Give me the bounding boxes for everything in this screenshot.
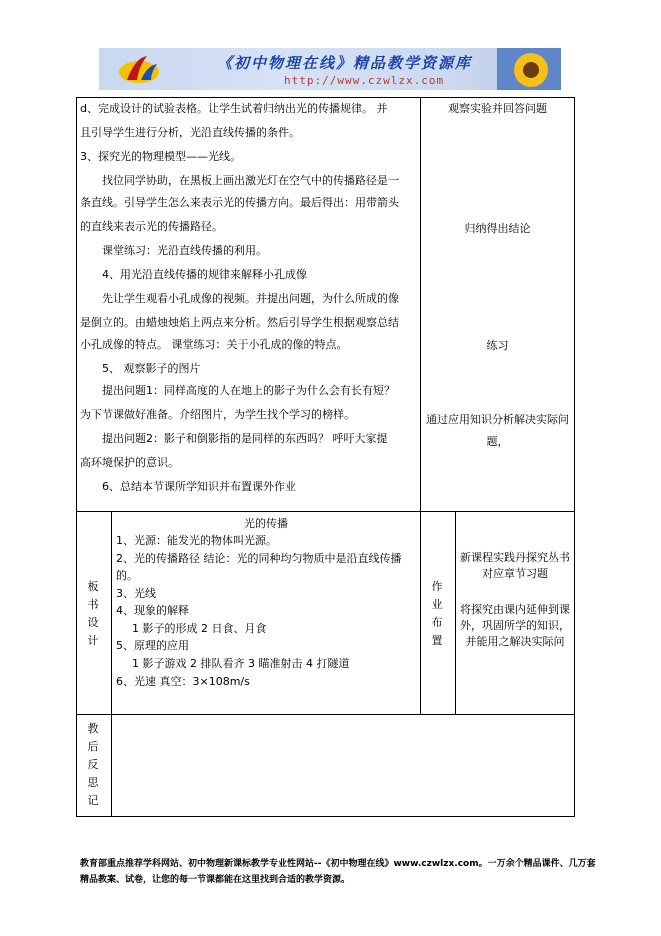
process-line: 提出问题2：影子和倒影指的是同样的东西吗？ 呼吁大家提 (102, 432, 388, 445)
process-line: 高环境保护的意识。 (80, 456, 179, 469)
footer-text: 教育部重点推荐学科网站、初中物理新课标教学专业性网站--《初中物理在线》www.czwlzx.com。一万余个精品课件、几万套精品教案、试卷，让您的每一节课都能在这里找到合适的教学资源。 (80, 859, 596, 885)
process-line: 4、用光沿直线传播的规律来解释小孔成像 (102, 268, 307, 281)
process-line: 条直线。引导学生怎么来表示光的传播方向。最后得出：用带箭头 (80, 196, 399, 209)
reflection-content-cell[interactable] (111, 714, 575, 817)
homework-label: 作业布置 (431, 580, 443, 647)
process-line: d、完成设计的试验表格。让学生试着归纳出光的传播规律。 并 (80, 102, 388, 115)
banner-url[interactable]: http://www.czwlzx.com (284, 74, 445, 87)
board-line: 2、光的传播路径 结论：光的同种均匀物质中是沿直线传播 (116, 552, 402, 565)
process-line: 先让学生观看小孔成像的视频。并提出问题，为什么所成的像 (102, 292, 399, 305)
board-design-label: 板书设计 (87, 580, 99, 647)
process-line: 6、总结本节课所学知识并布置课外作业 (102, 480, 296, 493)
activity-text: 归纳得出结论 (464, 222, 531, 235)
board-line: 1、光源：能发光的物体叫光源。 (116, 534, 277, 547)
board-line: 3、光线 (116, 587, 156, 600)
board-title: 光的传播 (244, 517, 288, 530)
board-line: 1 影子游戏 2 排队看齐 3 瞄准射击 4 打隧道 (132, 657, 350, 670)
reflection-label: 教后反思记 (87, 722, 99, 807)
process-line: 小孔成像的特点。 课堂练习：关于小孔成的像的特点。 (80, 338, 348, 351)
activity-text: 观察实验并回答问题 (448, 102, 547, 115)
board-line: 5、原理的应用 (116, 639, 189, 652)
activity-text: 练习 (486, 339, 509, 352)
header-banner (99, 48, 561, 90)
board-line: 4、现象的解释 (116, 604, 189, 617)
sunflower-icon (497, 48, 561, 90)
homework-text: 将探究由课内延伸到课外，巩固所学的知识，并能用之解决实际问 (460, 603, 570, 648)
banner-title: 《初中物理在线》精品教学资源库 (217, 54, 473, 72)
process-line: 5、 观察影子的图片 (102, 362, 201, 375)
process-line: 课堂练习：光沿直线传播的利用。 (102, 244, 267, 257)
process-line: 提出问题1：同样高度的人在地上的影子为什么会有长有短？ (102, 384, 395, 397)
process-line: 且引导学生进行分析，光沿直线传播的条件。 (80, 126, 300, 139)
site-logo-icon (117, 52, 165, 86)
process-line: 3、探究光的物理模型——光线。 (80, 150, 241, 163)
board-line: 的。 (116, 569, 138, 582)
process-line: 为下节课做好准备。介绍图片，为学生找个学习的榜样。 (80, 408, 355, 421)
board-line: 6、光速 真空：3×108m/s (116, 675, 250, 688)
activity-text: 通过应用知识分析解决实际问题， (426, 413, 569, 448)
homework-text: 新课程实践丹探究丛书对应章节习题 (460, 551, 570, 580)
process-line: 找位同学协助，在黑板上画出激光灯在空气中的传播路径是一 (102, 174, 399, 187)
board-line: 1 影子的形成 2 日食、月食 (132, 622, 267, 635)
process-line: 的直线来表示光的传播路径。 (80, 220, 223, 233)
process-line: 是倒立的。由蜡烛烛焰上两点来分析。然后引导学生根据观察总结 (80, 316, 399, 329)
